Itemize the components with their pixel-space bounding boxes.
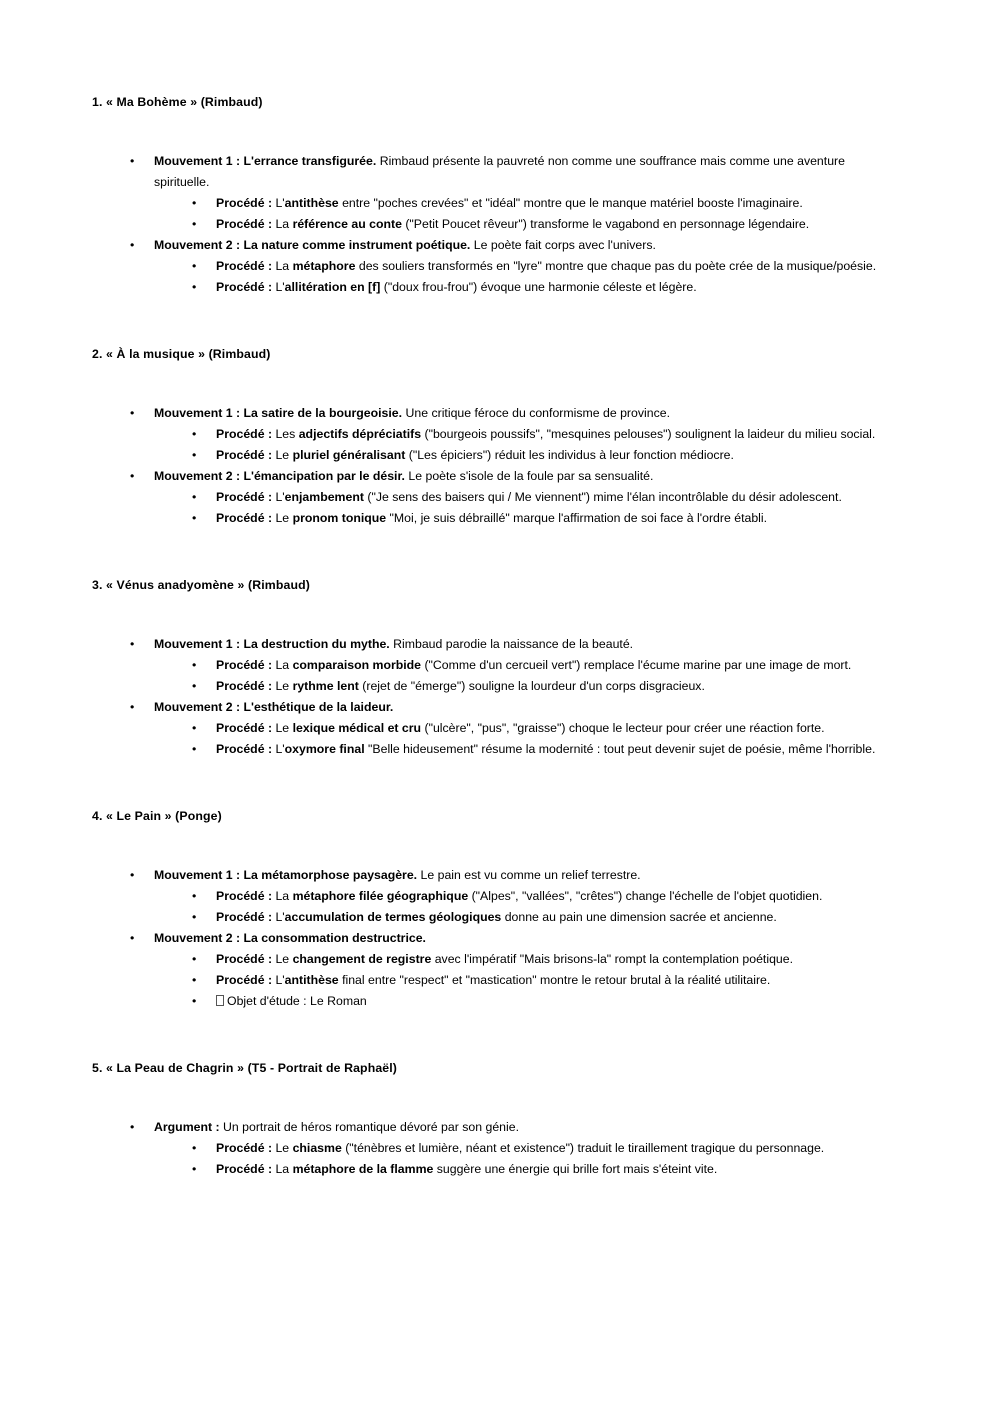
bullet-icon: • — [192, 910, 197, 924]
outline-item-level-2 — [92, 991, 895, 1012]
bullet-icon: • — [192, 952, 197, 966]
body-text: donne au pain une dimension sacrée et ancienne. — [501, 910, 777, 924]
outline-item-text — [216, 490, 842, 504]
emphasis-text: antithèse — [284, 973, 339, 987]
bullet-icon: • — [130, 469, 135, 483]
outline-item-text — [154, 637, 633, 651]
body-text: L' — [272, 910, 285, 924]
emphasis-text: pronom tonique — [292, 511, 387, 525]
outline-item-text — [216, 994, 367, 1008]
outline-item-level-2 — [92, 886, 895, 907]
section-heading: 3. « Vénus anadyomène » (Rimbaud) — [92, 578, 310, 592]
bullet-icon: • — [192, 259, 197, 273]
outline-item-text — [216, 280, 697, 294]
outline-item-text — [154, 154, 845, 189]
bullet-icon: • — [192, 196, 197, 210]
body-text: Le poète fait corps avec l'univers. — [470, 238, 656, 252]
emphasis-text: Procédé : — [216, 952, 273, 966]
body-text: La — [272, 889, 293, 903]
body-text: L' — [272, 742, 285, 756]
bullet-icon: • — [192, 742, 197, 756]
body-text: La — [272, 658, 293, 672]
emphasis-text: Argument : — [154, 1120, 220, 1134]
emphasis-text: enjambement — [284, 490, 364, 504]
outline-item-level-1 — [92, 235, 895, 256]
emphasis-text: Procédé : — [216, 1162, 273, 1176]
emphasis-text: Mouvement 1 : La satire de la bourgeoisie. — [154, 406, 403, 420]
outline-item-text — [154, 238, 656, 252]
outline-item-level-1 — [92, 151, 895, 193]
outline-item-level-2 — [92, 424, 895, 445]
outline-item-level-1 — [92, 403, 895, 424]
emphasis-text: Procédé : — [216, 679, 273, 693]
body-text: Le — [272, 679, 293, 693]
outline-item-text — [216, 1162, 717, 1176]
body-text: (rejet de "émerge") souligne la lourdeur d'un corps disgracieux. — [358, 679, 705, 693]
outline-item-level-2 — [92, 676, 895, 697]
emphasis-text: Procédé : — [216, 889, 273, 903]
outline-item-text — [216, 217, 809, 231]
body-text: Objet d'étude : Le Roman — [227, 994, 367, 1008]
emphasis-text: changement de registre — [292, 952, 432, 966]
outline-item-level-2 — [92, 214, 895, 235]
bullet-icon: • — [192, 994, 197, 1008]
outline-item-level-1 — [92, 928, 895, 949]
bullet-icon: • — [130, 154, 135, 168]
bullet-icon: • — [192, 1162, 197, 1176]
outline-item-text — [216, 973, 770, 987]
bullet-icon: • — [192, 721, 197, 735]
emphasis-text: Procédé : — [216, 742, 273, 756]
emphasis-text: comparaison morbide — [292, 658, 422, 672]
emphasis-text: allitération en [f] — [284, 280, 381, 294]
analysis-section — [92, 575, 895, 760]
outline-item-text — [154, 1120, 519, 1134]
bullet-icon: • — [130, 868, 135, 882]
body-text: Une critique féroce du conformisme de province. — [402, 406, 670, 420]
emphasis-text: Procédé : — [216, 259, 273, 273]
bullet-icon: • — [192, 658, 197, 672]
bullet-icon: • — [192, 280, 197, 294]
body-text: "Belle hideusement" résume la modernité : tout peut devenir sujet de poésie, même l'horrible. — [364, 742, 876, 756]
body-text: L' — [272, 490, 285, 504]
emphasis-text: Mouvement 2 : La nature comme instrument poétique. — [154, 238, 471, 252]
section-heading: 5. « La Peau de Chagrin » (T5 - Portrait de Raphaël) — [92, 1061, 398, 1075]
emphasis-text: Mouvement 1 : L'errance transfigurée. — [154, 154, 377, 168]
bullet-icon: • — [192, 448, 197, 462]
outline-item-text — [216, 1141, 824, 1155]
outline-item-level-2 — [92, 445, 895, 466]
outline-item-text — [216, 259, 876, 273]
outline-item-level-1 — [92, 865, 895, 886]
emphasis-text: Procédé : — [216, 658, 273, 672]
emphasis-text: Mouvement 2 : L'esthétique de la laideur. — [154, 700, 394, 714]
emphasis-text: Procédé : — [216, 1141, 273, 1155]
body-text: final entre "respect" et "mastication" montre le retour brutal à la réalité utilitaire. — [338, 973, 771, 987]
outline-item-level-2 — [92, 277, 895, 298]
outline-item-text — [154, 406, 670, 420]
emphasis-text: métaphore — [292, 259, 356, 273]
outline-item-text — [216, 658, 851, 672]
body-text: Le — [272, 721, 293, 735]
emphasis-text: Mouvement 1 : La métamorphose paysagère. — [154, 868, 418, 882]
bullet-icon: • — [192, 511, 197, 525]
section-heading: 1. « Ma Bohème » (Rimbaud) — [92, 95, 263, 109]
outline-item-text — [216, 721, 825, 735]
outline-item-text — [216, 679, 705, 693]
bullet-icon: • — [192, 679, 197, 693]
bullet-icon: • — [192, 973, 197, 987]
section-heading: 4. « Le Pain » (Ponge) — [92, 809, 222, 823]
analysis-section — [92, 92, 895, 298]
emphasis-text: métaphore de la flamme — [292, 1162, 434, 1176]
bullet-icon: • — [192, 427, 197, 441]
bullet-icon: • — [192, 1141, 197, 1155]
emphasis-text: Mouvement 1 : La destruction du mythe. — [154, 637, 390, 651]
emphasis-text: référence au conte — [292, 217, 402, 231]
analysis-section — [92, 806, 895, 1012]
bullet-icon: • — [192, 217, 197, 231]
body-text: Un portrait de héros romantique dévoré par son génie. — [219, 1120, 519, 1134]
body-text: ("Petit Poucet rêveur") transforme le vagabond en personnage légendaire. — [401, 217, 810, 231]
emphasis-text: adjectifs dépréciatifs — [298, 427, 422, 441]
bullet-icon: • — [130, 406, 135, 420]
emphasis-text: Procédé : — [216, 217, 273, 231]
bullet-icon: • — [130, 637, 135, 651]
outline-item-text — [216, 427, 875, 441]
body-text: Le — [272, 952, 293, 966]
emphasis-text: Procédé : — [216, 910, 273, 924]
body-text: Le — [272, 1141, 293, 1155]
outline-item-level-2 — [92, 907, 895, 928]
outline-item-level-2 — [92, 508, 895, 529]
outline-item-text — [216, 952, 793, 966]
outline-item-level-2 — [92, 487, 895, 508]
outline-item-text — [216, 742, 875, 756]
missing-glyph-box-icon — [216, 995, 224, 1006]
emphasis-text: rythme lent — [292, 679, 359, 693]
outline-item-level-2 — [92, 256, 895, 277]
outline-item-text — [154, 931, 426, 945]
body-text: Le — [272, 448, 293, 462]
bullet-icon: • — [130, 1120, 135, 1134]
emphasis-text: Procédé : — [216, 448, 273, 462]
body-text: ("ténèbres et lumière, néant et existence") traduit le tiraillement tragique du personnage. — [341, 1141, 825, 1155]
body-text: L' — [272, 196, 285, 210]
emphasis-text: pluriel généralisant — [292, 448, 406, 462]
outline-item-level-2 — [92, 655, 895, 676]
body-text: ("bourgeois poussifs", "mesquines pelouses") soulignent la laideur du milieu social. — [421, 427, 876, 441]
body-text: ("Je sens des baisers qui / Me viennent") mime l'élan incontrôlable du désir adolescent. — [363, 490, 842, 504]
section-heading: 2. « À la musique » (Rimbaud) — [92, 347, 271, 361]
outline-item-level-2 — [92, 718, 895, 739]
emphasis-text: Mouvement 2 : L'émancipation par le désir. — [154, 469, 405, 483]
body-text: des souliers transformés en "lyre" montre que chaque pas du poète crée de la musique/poésie. — [355, 259, 877, 273]
emphasis-text: Procédé : — [216, 721, 273, 735]
outline-item-text — [216, 196, 803, 210]
outline-item-text — [154, 700, 393, 714]
bullet-icon: • — [192, 889, 197, 903]
emphasis-text: Procédé : — [216, 427, 273, 441]
body-text: La — [272, 1162, 293, 1176]
emphasis-text: Procédé : — [216, 511, 273, 525]
body-text: La — [272, 259, 293, 273]
outline-item-text — [154, 469, 653, 483]
bullet-icon: • — [130, 931, 135, 945]
outline-item-text — [216, 511, 767, 525]
analysis-section — [92, 344, 895, 529]
body-text: L' — [272, 973, 285, 987]
body-text: Le — [272, 511, 293, 525]
outline-item-text — [216, 910, 777, 924]
body-text: Le poète s'isole de la foule par sa sensualité. — [404, 469, 654, 483]
body-text: suggère une énergie qui brille fort mais s'éteint vite. — [433, 1162, 718, 1176]
emphasis-text: oxymore final — [284, 742, 365, 756]
body-text: Les — [272, 427, 299, 441]
emphasis-text: chiasme — [292, 1141, 342, 1155]
outline-item-level-2 — [92, 1159, 895, 1180]
body-text: ("Les épiciers") réduit les individus à leur fonction médiocre. — [405, 448, 734, 462]
body-text: ("Alpes", "vallées", "crêtes") change l'échelle de l'objet quotidien. — [468, 889, 823, 903]
analysis-section — [92, 1058, 895, 1180]
bullet-icon: • — [130, 238, 135, 252]
bullet-icon: • — [130, 700, 135, 714]
body-text: avec l'impératif "Mais brisons-la" rompt la contemplation poétique. — [431, 952, 793, 966]
emphasis-text: Procédé : — [216, 280, 273, 294]
emphasis-text: lexique médical et cru — [292, 721, 422, 735]
outline-item-level-1 — [92, 466, 895, 487]
outline-item-text — [154, 868, 641, 882]
body-text: entre "poches crevées" et "idéal" montre que le manque matériel booste l'imaginaire. — [338, 196, 803, 210]
emphasis-text: métaphore filée géographique — [292, 889, 469, 903]
body-text: L' — [272, 280, 285, 294]
outline-item-level-2 — [92, 739, 895, 760]
bullet-icon: • — [192, 490, 197, 504]
outline-item-level-2 — [92, 970, 895, 991]
body-text: Le pain est vu comme un relief terrestre. — [417, 868, 641, 882]
outline-item-level-1 — [92, 697, 895, 718]
outline-item-level-1 — [92, 634, 895, 655]
emphasis-text: Procédé : — [216, 490, 273, 504]
outline-item-level-2 — [92, 193, 895, 214]
emphasis-text: Procédé : — [216, 196, 273, 210]
emphasis-text: accumulation de termes géologiques — [284, 910, 502, 924]
outline-item-text — [216, 448, 734, 462]
sections-container — [92, 92, 895, 1180]
emphasis-text: antithèse — [284, 196, 339, 210]
outline-item-level-2 — [92, 1138, 895, 1159]
emphasis-text: Mouvement 2 : La consommation destructrice. — [154, 931, 426, 945]
body-text: ("Comme d'un cercueil vert") remplace l'écume marine par une image de mort. — [421, 658, 852, 672]
emphasis-text: Procédé : — [216, 973, 273, 987]
body-text: ("doux frou-frou") évoque une harmonie céleste et légère. — [380, 280, 697, 294]
body-text: ("ulcère", "pus", "graisse") choque le lecteur pour créer une réaction forte. — [421, 721, 825, 735]
body-text: "Moi, je suis débraillé" marque l'affirmation de soi face à l'ordre établi. — [386, 511, 768, 525]
body-text: Rimbaud parodie la naissance de la beauté. — [389, 637, 634, 651]
body-text: Rimbaud présente la pauvreté non comme une souffrance mais comme une aventure spirituelle. — [154, 154, 845, 189]
outline-item-level-2 — [92, 949, 895, 970]
outline-item-text — [216, 889, 822, 903]
body-text: La — [272, 217, 293, 231]
outline-item-level-1 — [92, 1117, 895, 1138]
